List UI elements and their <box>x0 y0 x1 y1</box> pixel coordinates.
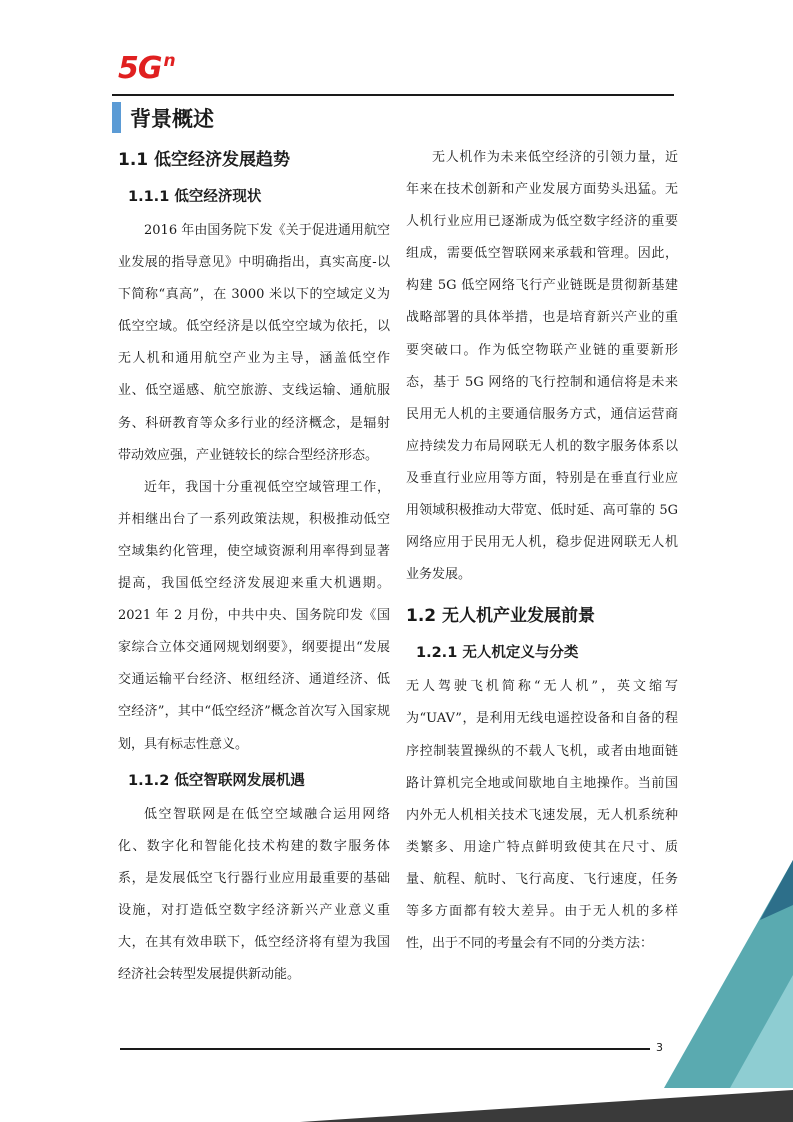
paragraph-policy: 2016 年由国务院下发《关于促进通用航空业发展的指导意见》中明确指出，真实高度-以下简称“真高”，在 3000 米以下的空域定义为低空空域。低空经济是以低空空域为依托，以无人机和通用航空产业为主导，涵盖低空作业、低空遥感、航空旅游、支线运输、通航服务、科研教育等众多行业的经济概念，是辐射带动效应强，产业链较长的综合型经济形态。 <box>118 223 390 463</box>
heading-1-1-1: 1.1.1 低空经济现状 <box>128 189 262 205</box>
brand-logo <box>118 51 175 86</box>
heading-1-1: 1.1 低空经济发展趋势 <box>118 150 291 170</box>
heading-1-2: 1.2 无人机产业发展前景 <box>406 606 596 627</box>
logo-superscript: n <box>163 51 175 71</box>
heading-1-2-1: 1.2.1 无人机定义与分类 <box>416 645 579 662</box>
page-number: 3 <box>656 1041 663 1054</box>
paragraph-recent: 近年，我国十分重视低空空域管理工作，并相继出台了一系列政策法规，积极推动低空空域集约化管理，使空域资源利用率得到显著提高，我国低空经济发展迎来重大机遇期。2021 年 2 月份，中共中央、国务院印发《国家综合立体交通网规划纲要》，纲要提出“发展交通运输平台经济、枢纽经济、通道经济、低空经济”，其中“低空经济”概念首次写入国家规划，具有标志性意义。 <box>118 479 390 752</box>
logo-text: 5G <box>118 51 162 86</box>
heading-1-1-2: 1.1.2 低空智联网发展机遇 <box>128 772 305 789</box>
right-column <box>406 142 678 960</box>
dark-wedge-shape <box>300 1090 793 1122</box>
section-title: 背景概述 <box>130 107 214 131</box>
paragraph-uav-definition: 无人驾驶飞机简称“无人机”，英文缩写为“UAV”，是利用无线电遥控设备和自备的程序控制装置操纵的不载人飞机，或者由地面链路计算机完全地或间歇地自主地操作。当前国内外无人机相关技术飞速发展，无人机系统种类繁多、用途广特点鲜明致使其在尺寸、质量、航程、航时、飞行高度、飞行速度，任务等多方面都有较大差异。由于无人机的多样性，出于不同的考量会有不同的分类方法： <box>406 679 678 952</box>
paragraph-uav-leading: 无人机作为未来低空经济的引领力量，近年来在技术创新和产业发展方面势头迅猛。无人机行业应用已逐渐成为低空数字经济的重要组成，需要低空智联网来承载和管理。因此，构建 5G 低空网络飞行产业链既是贯彻新基建战略部署的具体举措，也是培育新兴产业的重要突破口。作为低空物联产业链的重要新形态，基于 5G 网络的飞行控制和通信将是未来民用无人机的主要通信服务方式，通信运营商应持续发力布局网联无人机的数字服务体系以及垂直行业应用等方面，特别是在垂直行业应用领域积极推动大带宽、低时延、高可靠的 5G 网络应用于民用无人机，稳步促进网联无人机业务发展。 <box>406 150 678 583</box>
footer-divider <box>120 1048 650 1050</box>
section-accent-bar <box>112 102 121 133</box>
paragraph-smart-network: 低空智联网是在低空空域融合运用网络化、数字化和智能化技术构建的数字服务体系，是发展低空飞行器行业应用最重要的基础设施，对打造低空数字经济新兴产业意义重大，在其有效串联下，低空经济将有望为我国经济社会转型发展提供新动能。 <box>118 806 390 983</box>
header-divider <box>112 94 674 96</box>
left-column <box>118 140 390 991</box>
